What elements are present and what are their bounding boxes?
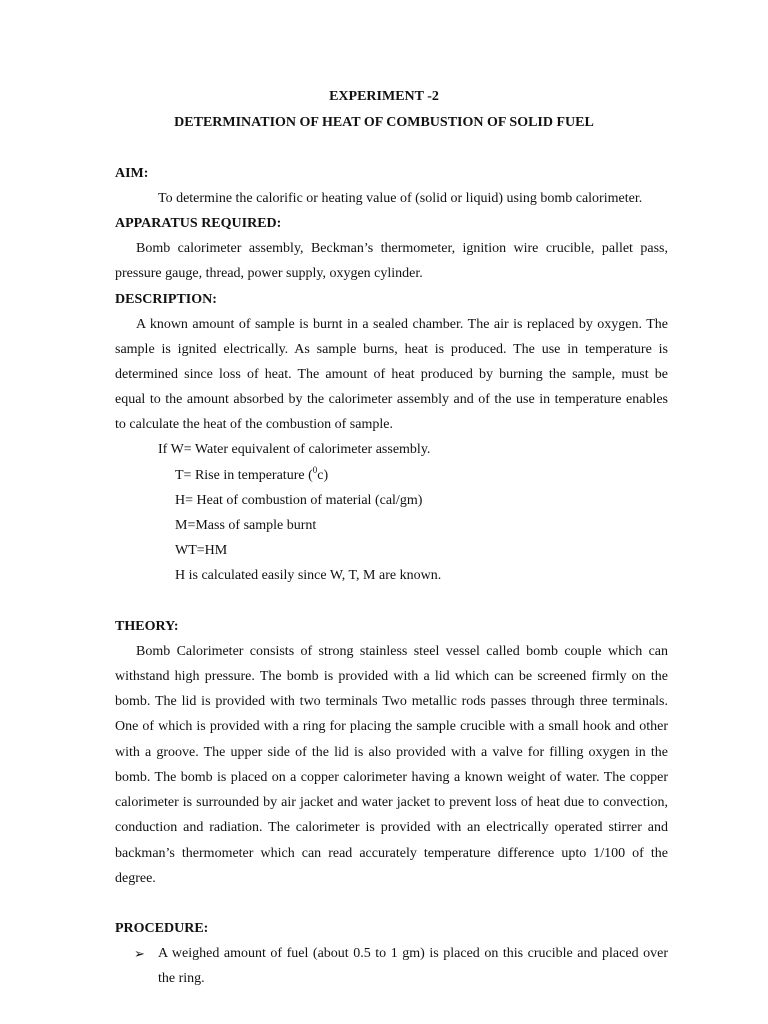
description-line: A known amount of sample is burnt in a sealed chamber. The air is replaced by oxygen. The [136,317,668,332]
experiment-subtitle: DETERMINATION OF HEAT OF COMBUSTION OF SOLID FUEL [174,115,594,130]
definition-h: H= Heat of combustion of material (cal/gm) [175,493,423,508]
description-line: determined since loss of heat. The amount of heat produced by burning the sample, must be [115,367,668,382]
theory-line: One of which is provided with a ring for placing the sample crucible with a small hook and other [115,719,668,734]
apparatus-heading: APPARATUS REQUIRED: [115,216,282,231]
apparatus-line: pressure gauge, thread, power supply, oxygen cylinder. [115,266,423,281]
aim-text: To determine the calorific or heating value of (solid or liquid) using bomb calorimeter. [158,191,643,206]
description-line: sample is ignited electrically. As sample burns, heat is produced. The use in temperature is [115,342,668,357]
theory-line: with a groove. The upper side of the lid is also provided with a valve for filling oxygen in the [115,745,668,760]
theory-line: bomb. The bomb is placed on a copper calorimeter having a known weight of water. The copper [115,770,668,785]
equation: WT=HM [175,543,228,558]
definition-m: M=Mass of sample burnt [175,518,317,533]
theory-heading: THEORY: [115,619,179,634]
theory-line: degree. [115,871,156,886]
theory-line: Bomb Calorimeter consists of strong stainless steel vessel called bomb couple which can [136,644,668,659]
calculation-note: H is calculated easily since W, T, M are known. [175,568,442,583]
theory-line: bomb. The lid is provided with two terminals Two metallic rods passes through three terminals. [115,694,668,709]
bullet-arrow-icon: ➢ [134,946,145,961]
procedure-step-line: A weighed amount of fuel (about 0.5 to 1 gm) is placed on this crucible and placed over [158,946,668,961]
theory-line: calorimeter is surrounded by air jacket and water jacket to prevent loss of heat due to convection, [115,795,668,810]
aim-heading: AIM: [115,166,149,181]
description-line: equal to the amount absorbed by the calorimeter assembly and of the use in temperature enables [115,392,668,407]
procedure-heading: PROCEDURE: [115,921,209,936]
apparatus-line: Bomb calorimeter assembly, Beckman’s thermometer, ignition wire crucible, pallet pass, [136,241,668,256]
experiment-title: EXPERIMENT -2 [329,89,439,104]
definition-t: T= Rise in temperature ($^0$c) [175,465,329,483]
theory-line: withstand high pressure. The bomb is provided with a lid which can be screened firmly on the [115,669,668,684]
description-line: to calculate the heat of the combustion of sample. [115,417,393,432]
theory-line: backman’s thermometer which can read accurately temperature difference upto 1/100 of the [115,846,668,861]
theory-line: conduction and radiation. The calorimeter is provided with an electrically operated stirrer and [115,820,668,835]
definition-w: If W= Water equivalent of calorimeter assembly. [158,442,431,457]
description-heading: DESCRIPTION: [115,292,217,307]
procedure-step-line: the ring. [158,971,205,986]
